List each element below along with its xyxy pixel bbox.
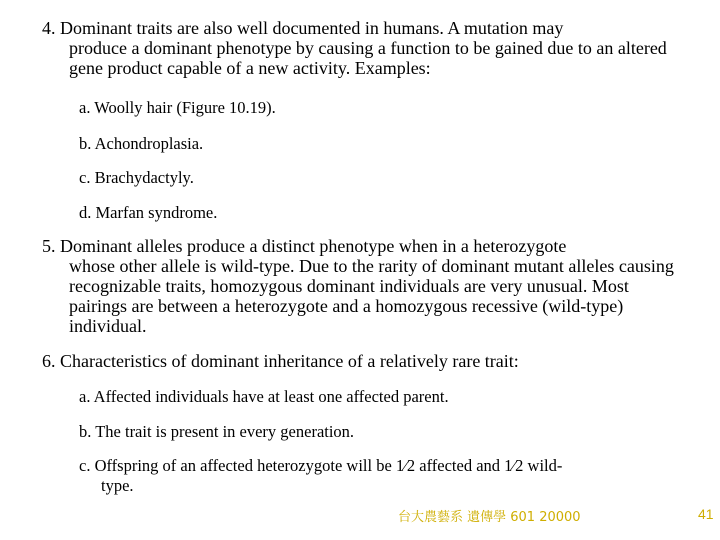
- sub-item-every-generation: b. The trait is present in every generation.: [79, 422, 355, 441]
- footer-course-label: 台大農藝系 遺傳學 601 20000: [398, 510, 581, 525]
- sub-item-offspring-continuation: type.: [101, 476, 134, 495]
- sub-item-achondroplasia: b. Achondroplasia.: [79, 134, 204, 153]
- sub-item-woolly-hair: a. Woolly hair (Figure 10.19).: [79, 98, 276, 117]
- sub-item-offspring: [79, 456, 679, 496]
- point-6: [42, 351, 682, 371]
- point-5: [42, 236, 682, 336]
- sub-item-affected-parent: a. Affected individuals have at least one affected parent.: [79, 387, 449, 406]
- point-5-first-line: 5. Dominant alleles produce a distinct phenotype when in a heterozygote: [42, 236, 567, 256]
- point-5-continuation: whose other allele is wild-type. Due to the rarity of dominant mutant alleles causing recognizable traits, homozygous dominant individuals are very unusual. Most pairings are between a heterozygote and a homozygous recessive (wild-type) individual.: [69, 256, 674, 336]
- point-6-first-line: 6. Characteristics of dominant inheritance of a relatively rare trait:: [42, 351, 519, 371]
- point-4: [42, 18, 682, 78]
- sub-item-brachydactyly: c. Brachydactyly.: [79, 168, 194, 187]
- sub-item-marfan: d. Marfan syndrome.: [79, 203, 218, 222]
- sub-item-offspring-first-line: c. Offspring of an affected heterozygote will be 1⁄2 affected and 1⁄2 wild-: [79, 456, 563, 475]
- point-4-continuation: produce a dominant phenotype by causing a function to be gained due to an altered gene product capable of a new activity. Examples:: [69, 38, 667, 78]
- page-number: 41: [698, 506, 714, 522]
- point-4-first-line: 4. Dominant traits are also well documented in humans. A mutation may: [42, 18, 564, 38]
